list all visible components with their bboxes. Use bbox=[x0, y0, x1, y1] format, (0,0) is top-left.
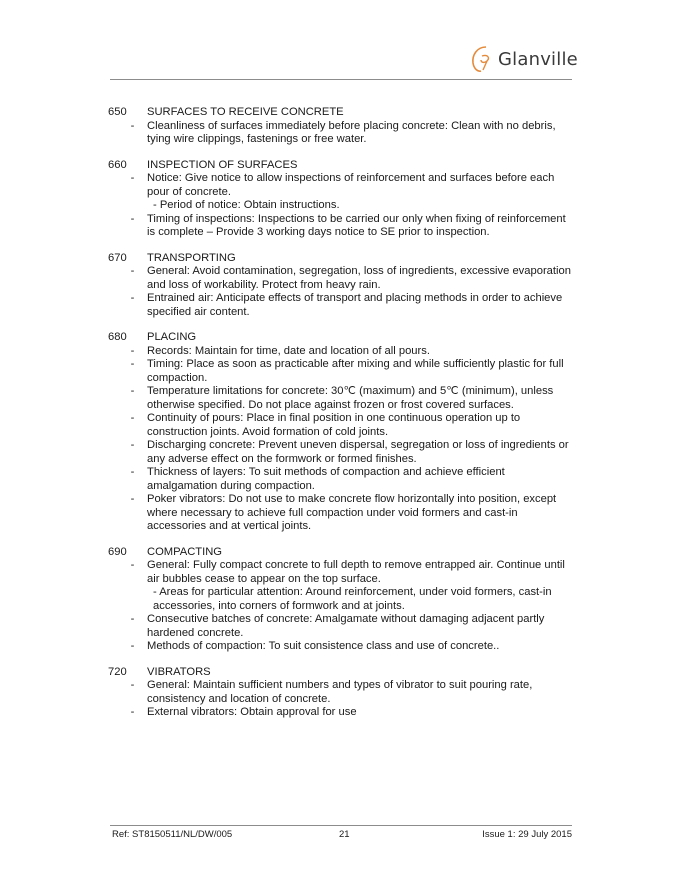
list-item-body bbox=[147, 385, 576, 412]
section-title: INSPECTION OF SURFACES bbox=[147, 158, 298, 171]
list-item bbox=[108, 679, 576, 706]
bullet-dash: - bbox=[130, 119, 135, 132]
list-item-text: Thickness of layers: To suit methods of compaction and achieve efficient amalgamation during compaction. bbox=[147, 466, 505, 492]
bullet-dash: - bbox=[130, 358, 135, 370]
bullet-dash: - bbox=[130, 265, 135, 277]
list-item-body bbox=[147, 345, 576, 359]
bullet-dash: - bbox=[130, 412, 135, 424]
bullet-dash: - bbox=[130, 679, 135, 691]
spec-section bbox=[108, 546, 576, 654]
section-number: 660 bbox=[108, 158, 127, 171]
list-sub-item: - Areas for particular attention: Around reinforcement, under void formers, cast-in accessories, into corners of formwork and at joints. bbox=[153, 586, 552, 612]
section-heading bbox=[108, 666, 576, 680]
list-item-body bbox=[147, 706, 576, 720]
list-item-body bbox=[147, 466, 576, 493]
section-number: 670 bbox=[108, 251, 127, 264]
list-item-text: Timing of inspections: Inspections to be carried our only when fixing of reinforcement is complete – Provide 3 working days notice to SE prior to inspection. bbox=[147, 212, 566, 238]
list-item-body bbox=[147, 265, 576, 292]
list-item-text: Entrained air: Anticipate effects of transport and placing methods in order to achieve specified air content. bbox=[147, 292, 563, 318]
list-item-text: Consecutive batches of concrete: Amalgamate without damaging adjacent partly hardened concrete. bbox=[147, 613, 545, 639]
list-item bbox=[108, 493, 576, 534]
list-item-text: External vibrators: Obtain approval for use bbox=[147, 706, 357, 718]
list-item bbox=[108, 640, 576, 654]
section-number: 690 bbox=[108, 545, 127, 558]
bullet-dash: - bbox=[130, 439, 135, 451]
list-item-text: Discharging concrete: Prevent uneven dispersal, segregation or loss of ingredients or any adverse effect on the formwork or formed finishes. bbox=[147, 439, 569, 465]
section-heading bbox=[108, 546, 576, 560]
list-item-body bbox=[147, 120, 576, 147]
list-item-text: Poker vibrators: Do not use to make concrete flow horizontally into position, except where necessary to achieve full compaction under void formers and cast-in accessories and at vertical joints. bbox=[147, 493, 557, 532]
bullet-dash: - bbox=[130, 640, 135, 652]
list-item bbox=[108, 120, 576, 147]
bullet-dash: - bbox=[130, 292, 135, 304]
list-item-body bbox=[147, 640, 576, 654]
list-item bbox=[108, 345, 576, 359]
footer-issue-date: Issue 1: 29 July 2015 bbox=[482, 829, 572, 840]
bullet-dash: - bbox=[130, 706, 135, 718]
list-item-body bbox=[147, 412, 576, 439]
list-item bbox=[108, 292, 576, 319]
spec-section bbox=[108, 106, 576, 147]
list-item-body bbox=[147, 559, 576, 613]
page-number: 21 bbox=[339, 829, 350, 840]
company-logo bbox=[468, 42, 578, 76]
logo-text: Glanville bbox=[498, 48, 578, 70]
spec-section bbox=[108, 666, 576, 720]
section-number: 680 bbox=[108, 331, 127, 343]
section-title: VIBRATORS bbox=[147, 665, 211, 678]
list-item bbox=[108, 559, 576, 613]
list-item-body bbox=[147, 213, 576, 240]
bullet-dash: - bbox=[130, 493, 135, 505]
bullet-dash: - bbox=[130, 212, 135, 225]
spec-section bbox=[108, 331, 576, 534]
list-item-body bbox=[147, 493, 576, 534]
list-item-text: General: Fully compact concrete to full depth to remove entrapped air. Continue until air bubbles cease to appear on the top surface. bbox=[147, 559, 565, 585]
footer-reference: Ref: ST8150511/NL/DW/005 bbox=[112, 829, 233, 840]
section-title: SURFACES TO RECEIVE CONCRETE bbox=[147, 106, 344, 118]
section-title: COMPACTING bbox=[147, 545, 222, 558]
list-item-text: Continuity of pours: Place in final position in one continuous operation up to construction joints. Avoid formation of cold joints. bbox=[147, 412, 521, 438]
header-rule bbox=[110, 79, 572, 80]
list-item bbox=[108, 265, 576, 292]
list-sub-item: - Period of notice: Obtain instructions. bbox=[153, 199, 340, 211]
list-item bbox=[108, 213, 576, 240]
page-footer bbox=[112, 829, 572, 840]
list-item-body bbox=[147, 172, 576, 213]
list-item-body bbox=[147, 292, 576, 319]
section-heading bbox=[108, 106, 576, 120]
list-item bbox=[108, 385, 576, 412]
section-title: TRANSPORTING bbox=[147, 251, 236, 264]
section-heading bbox=[108, 159, 576, 173]
list-item bbox=[108, 172, 576, 213]
list-item-text: Notice: Give notice to allow inspections of reinforcement and surfaces before each pour of concrete. bbox=[147, 172, 555, 198]
spec-section bbox=[108, 252, 576, 320]
bullet-dash: - bbox=[130, 466, 135, 478]
bullet-dash: - bbox=[130, 613, 135, 625]
section-heading bbox=[108, 331, 576, 345]
list-item-text: General: Avoid contamination, segregation, loss of ingredients, excessive evaporation and loss of workability. Protect from heavy rain. bbox=[147, 265, 571, 291]
list-item bbox=[108, 466, 576, 493]
list-item-text: Records: Maintain for time, date and location of all pours. bbox=[147, 344, 430, 357]
bullet-dash: - bbox=[130, 385, 135, 397]
glanville-g-mark-icon bbox=[468, 44, 496, 74]
list-item-body bbox=[147, 613, 576, 640]
list-item-text: Cleanliness of surfaces immediately before placing concrete: Clean with no debris, tying wire clippings, fastenings or free water. bbox=[147, 119, 556, 145]
section-heading bbox=[108, 252, 576, 266]
footer-rule bbox=[110, 825, 572, 826]
section-title: PLACING bbox=[147, 331, 197, 343]
list-item bbox=[108, 439, 576, 466]
spec-content bbox=[108, 106, 576, 732]
list-item-text: Temperature limitations for concrete: 30℃ (maximum) and 5℃ (minimum), unless otherwise specified. Do not place against frozen or frost covered surfaces. bbox=[147, 385, 554, 411]
bullet-dash: - bbox=[130, 344, 135, 357]
spec-section bbox=[108, 159, 576, 240]
bullet-dash: - bbox=[130, 172, 135, 184]
bullet-dash: - bbox=[130, 559, 135, 571]
list-item-text: Methods of compaction: To suit consistence class and use of concrete.. bbox=[147, 640, 500, 652]
list-item bbox=[108, 412, 576, 439]
list-item-body bbox=[147, 439, 576, 466]
list-item bbox=[108, 613, 576, 640]
section-number: 650 bbox=[108, 106, 127, 118]
section-number: 720 bbox=[108, 665, 127, 678]
list-item-body bbox=[147, 358, 576, 385]
list-item-body bbox=[147, 679, 576, 706]
list-item-text: General: Maintain sufficient numbers and types of vibrator to suit pouring rate, consistency and location of concrete. bbox=[147, 679, 533, 705]
list-item bbox=[108, 706, 576, 720]
list-item-text: Timing: Place as soon as practicable after mixing and while sufficiently plastic for full compaction. bbox=[147, 358, 564, 384]
list-item bbox=[108, 358, 576, 385]
